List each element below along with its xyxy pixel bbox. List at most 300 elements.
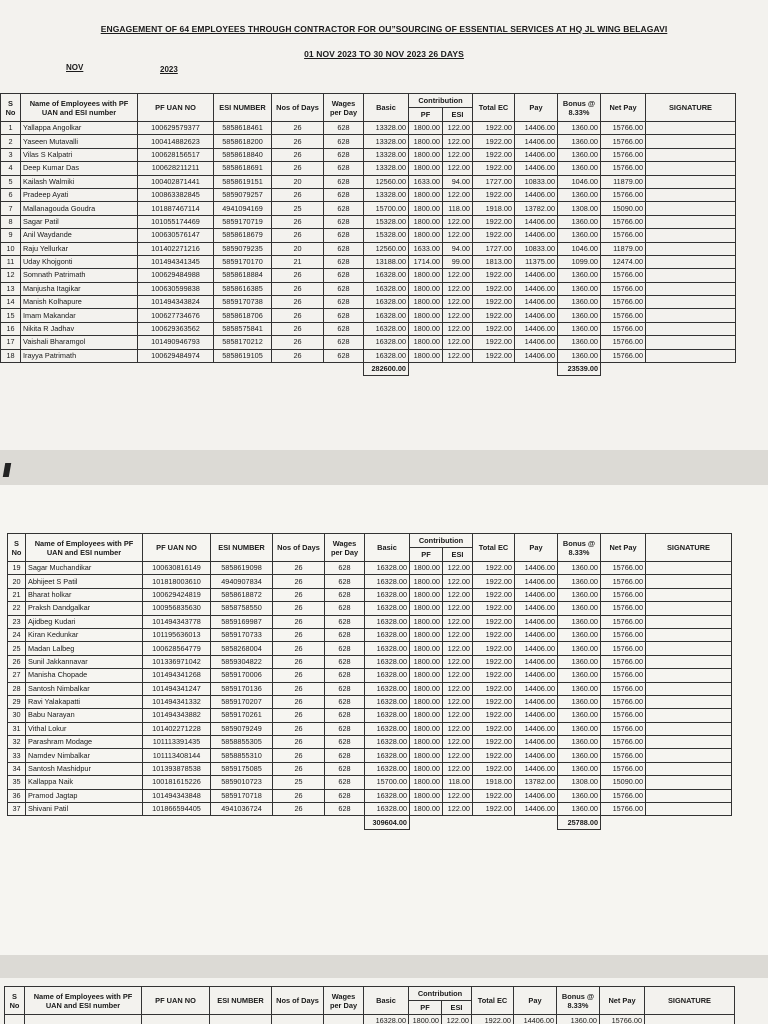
signature-cell (646, 628, 732, 641)
bonus: 1360.00 (558, 309, 601, 322)
total-bonus: 25788.00 (558, 816, 601, 829)
header-bonus: Bonus @ 8.33% (557, 987, 600, 1015)
partial-cell: 1922.00 (472, 1015, 514, 1024)
row-sno: 31 (8, 722, 26, 735)
total-ec: 1922.00 (473, 803, 515, 816)
partial-cell: 14406.00 (514, 1015, 557, 1024)
esi-number: 5858618691 (214, 162, 272, 175)
nos-days: 20 (272, 175, 324, 188)
total-ec: 1922.00 (473, 642, 515, 655)
total-ec: 1922.00 (473, 322, 515, 335)
basic: 13328.00 (364, 188, 409, 201)
nos-days: 26 (273, 749, 325, 762)
basic: 16328.00 (365, 682, 410, 695)
basic: 16328.00 (365, 789, 410, 802)
header-contribution: Contribution (410, 534, 473, 548)
nos-days: 26 (273, 709, 325, 722)
net-pay: 15090.00 (601, 776, 646, 789)
pf: 1800.00 (410, 803, 443, 816)
table-row (8, 588, 732, 601)
table-row (8, 628, 732, 641)
esi: 122.00 (443, 575, 473, 588)
basic: 16328.00 (365, 655, 410, 668)
pf-uan: 101113408144 (143, 749, 211, 762)
employee-name: Sagar Muchandikar (26, 562, 143, 575)
esi-number: 5859170733 (211, 628, 273, 641)
esi-number: 5858618679 (214, 229, 272, 242)
pf-uan: 100629579377 (138, 122, 214, 135)
signature-cell (646, 349, 736, 362)
employee-name: Ajidbeg Kudari (26, 615, 143, 628)
pf: 1800.00 (409, 296, 443, 309)
wages-per-day: 628 (324, 175, 364, 188)
bonus: 1308.00 (558, 776, 601, 789)
table-row (8, 709, 732, 722)
basic: 16328.00 (365, 722, 410, 735)
nos-days: 20 (272, 242, 324, 255)
employee-name: Raju Yellurkar (21, 242, 138, 255)
basic: 13328.00 (364, 162, 409, 175)
signature-cell (646, 615, 732, 628)
signature-cell (646, 162, 736, 175)
bonus: 1046.00 (558, 175, 601, 188)
total-ec: 1922.00 (473, 628, 515, 641)
basic: 15700.00 (365, 776, 410, 789)
header-contribution: Contribution (409, 94, 473, 108)
pf: 1800.00 (409, 135, 443, 148)
header-pay: Pay (515, 534, 558, 562)
signature-cell (646, 602, 732, 615)
nos-days: 26 (273, 562, 325, 575)
esi: 122.00 (443, 628, 473, 641)
header-pay: Pay (514, 987, 557, 1015)
basic: 15328.00 (364, 229, 409, 242)
signature-cell (646, 148, 736, 161)
bonus: 1099.00 (558, 255, 601, 268)
basic: 16328.00 (365, 736, 410, 749)
pf-uan: 101490946793 (138, 336, 214, 349)
header-sno: S No (8, 534, 26, 562)
esi: 122.00 (443, 296, 473, 309)
row-sno: 17 (1, 336, 21, 349)
esi-number: 5858616385 (214, 282, 272, 295)
basic: 12560.00 (364, 242, 409, 255)
table-row (1, 322, 736, 335)
total-ec: 1922.00 (473, 148, 515, 161)
net-pay: 15766.00 (601, 309, 646, 322)
wages-per-day: 628 (324, 336, 364, 349)
net-pay: 15766.00 (601, 135, 646, 148)
esi: 94.00 (443, 242, 473, 255)
esi: 122.00 (443, 722, 473, 735)
esi-number: 4940907834 (211, 575, 273, 588)
pay: 14406.00 (515, 309, 558, 322)
row-sno: 6 (1, 188, 21, 201)
row-sno: 21 (8, 588, 26, 601)
header-esi: ESI (443, 548, 473, 562)
header-pay: Pay (515, 94, 558, 122)
table-row (1, 175, 736, 188)
row-sno: 8 (1, 215, 21, 228)
pay: 14406.00 (515, 789, 558, 802)
net-pay: 15766.00 (601, 269, 646, 282)
wages-per-day: 628 (324, 188, 364, 201)
wages-per-day: 628 (324, 242, 364, 255)
nos-days: 26 (273, 789, 325, 802)
pf: 1800.00 (410, 588, 443, 601)
employee-name: Vilas S Kalpatri (21, 148, 138, 161)
header-sno: S No (5, 987, 25, 1015)
esi: 122.00 (443, 669, 473, 682)
pf-uan: 101494341268 (143, 669, 211, 682)
basic: 16328.00 (365, 803, 410, 816)
esi-number: 5859169987 (211, 615, 273, 628)
row-sno: 32 (8, 736, 26, 749)
esi: 122.00 (443, 588, 473, 601)
table-row (8, 776, 732, 789)
pf-uan: 100629484974 (138, 349, 214, 362)
total-ec: 1922.00 (473, 588, 515, 601)
header-pf-uan: PF UAN NO (143, 534, 211, 562)
header-esi-number: ESI NUMBER (211, 534, 273, 562)
pf: 1800.00 (410, 562, 443, 575)
pay: 14406.00 (515, 682, 558, 695)
esi: 122.00 (443, 762, 473, 775)
total-ec: 1922.00 (473, 269, 515, 282)
esi: 122.00 (443, 602, 473, 615)
esi-number: 5858619105 (214, 349, 272, 362)
net-pay: 15766.00 (601, 695, 646, 708)
bonus: 1360.00 (558, 628, 601, 641)
pf-uan: 101393878538 (143, 762, 211, 775)
employee-name: Anil Waydande (21, 229, 138, 242)
bonus: 1360.00 (558, 762, 601, 775)
esi: 122.00 (443, 309, 473, 322)
nos-days: 26 (273, 642, 325, 655)
row-sno: 10 (1, 242, 21, 255)
pf-uan: 100630816149 (143, 562, 211, 575)
header-esi: ESI (442, 1001, 472, 1015)
pf-uan: 101055174469 (138, 215, 214, 228)
bonus: 1360.00 (558, 749, 601, 762)
partial-cell: 16328.00 (364, 1015, 409, 1024)
net-pay: 15766.00 (601, 188, 646, 201)
employee-name: Deep Kumar Das (21, 162, 138, 175)
employee-name: Kailash Walmiki (21, 175, 138, 188)
total-ec: 1922.00 (473, 135, 515, 148)
employee-name: Kallappa Naik (26, 776, 143, 789)
esi-number: 5858618200 (214, 135, 272, 148)
header-net-pay: Net Pay (600, 987, 645, 1015)
table-row (1, 269, 736, 282)
signature-cell (646, 736, 732, 749)
pay: 14406.00 (515, 162, 558, 175)
signature-cell (646, 588, 732, 601)
bonus: 1360.00 (558, 336, 601, 349)
table-row (8, 803, 732, 816)
document-period: 01 NOV 2023 TO 30 NOV 2023 26 DAYS (304, 49, 464, 59)
wages-per-day: 628 (324, 162, 364, 175)
row-sno: 13 (1, 282, 21, 295)
header-pf: PF (410, 548, 443, 562)
bonus: 1360.00 (558, 562, 601, 575)
employee-name: Somnath Patrimath (21, 269, 138, 282)
table-row (8, 722, 732, 735)
basic: 16328.00 (364, 349, 409, 362)
table-row (1, 162, 736, 175)
partial-cell: 1800.00 (409, 1015, 442, 1024)
net-pay: 15766.00 (601, 562, 646, 575)
employee-name: Sagar Patil (21, 215, 138, 228)
esi-number: 5859079257 (214, 188, 272, 201)
basic: 16328.00 (365, 562, 410, 575)
employee-name: Namdev Nimbalkar (26, 749, 143, 762)
basic: 16328.00 (365, 628, 410, 641)
wages-per-day: 628 (325, 722, 365, 735)
basic: 13188.00 (364, 255, 409, 268)
table-row (1, 215, 736, 228)
employee-name: Vaishali Bharamgol (21, 336, 138, 349)
total-ec: 1922.00 (473, 655, 515, 668)
bonus: 1360.00 (558, 322, 601, 335)
pay: 10833.00 (515, 242, 558, 255)
row-sno: 4 (1, 162, 21, 175)
esi-number: 4941036724 (211, 803, 273, 816)
net-pay: 15766.00 (601, 789, 646, 802)
table-row (8, 562, 732, 575)
net-pay: 15766.00 (601, 296, 646, 309)
net-pay: 15766.00 (601, 655, 646, 668)
pay: 14406.00 (515, 615, 558, 628)
pf: 1800.00 (410, 602, 443, 615)
esi-number: 5859170738 (214, 296, 272, 309)
table-row (8, 669, 732, 682)
wages-per-day: 628 (325, 709, 365, 722)
pf: 1633.00 (409, 242, 443, 255)
esi-number: 5858758550 (211, 602, 273, 615)
esi-number: 5858619151 (214, 175, 272, 188)
esi-number: 5859079249 (211, 722, 273, 735)
employee-name: Yallappa Angolkar (21, 122, 138, 135)
employee-name: Kiran Kedunkar (26, 628, 143, 641)
esi-number: 5858170212 (214, 336, 272, 349)
table-row (8, 762, 732, 775)
bonus: 1360.00 (558, 789, 601, 802)
bonus: 1360.00 (558, 736, 601, 749)
header-net-pay: Net Pay (601, 534, 646, 562)
pf-uan: 101494341332 (143, 695, 211, 708)
signature-cell (646, 722, 732, 735)
pf: 1800.00 (410, 642, 443, 655)
esi: 122.00 (443, 148, 473, 161)
nos-days: 26 (273, 669, 325, 682)
wages-per-day: 628 (324, 296, 364, 309)
partial-cell (210, 1015, 272, 1024)
total-ec: 1922.00 (473, 749, 515, 762)
esi: 122.00 (443, 162, 473, 175)
esi-number: 5858268004 (211, 642, 273, 655)
wages-per-day: 628 (324, 282, 364, 295)
pf-uan: 100863382845 (138, 188, 214, 201)
bonus: 1360.00 (558, 162, 601, 175)
employee-name: Nikita R Jadhav (21, 322, 138, 335)
pf-uan: 101494343848 (143, 789, 211, 802)
row-sno: 23 (8, 615, 26, 628)
pf-uan: 100630576147 (138, 229, 214, 242)
signature-cell (646, 682, 732, 695)
bonus: 1360.00 (558, 122, 601, 135)
bonus: 1360.00 (558, 803, 601, 816)
esi-number: 5859170136 (211, 682, 273, 695)
bonus: 1360.00 (558, 229, 601, 242)
pay: 14406.00 (515, 709, 558, 722)
employee-name: Uday Khojgonti (21, 255, 138, 268)
row-sno: 9 (1, 229, 21, 242)
bonus: 1360.00 (558, 709, 601, 722)
header-pf: PF (409, 108, 443, 122)
esi: 122.00 (443, 215, 473, 228)
esi-number: 5858575841 (214, 322, 272, 335)
net-pay: 15766.00 (601, 722, 646, 735)
signature-cell (646, 188, 736, 201)
row-sno: 29 (8, 695, 26, 708)
employee-name: Bharat holkar (26, 588, 143, 601)
nos-days: 26 (272, 148, 324, 161)
employee-name: Babu Narayan (26, 709, 143, 722)
pay: 14406.00 (515, 736, 558, 749)
pf: 1800.00 (410, 722, 443, 735)
header-total-ec: Total EC (472, 987, 514, 1015)
nos-days: 26 (272, 296, 324, 309)
employee-name: Vithal Lokur (26, 722, 143, 735)
table-row (8, 575, 732, 588)
bonus: 1360.00 (558, 588, 601, 601)
wages-per-day: 628 (325, 776, 365, 789)
signature-cell (646, 762, 732, 775)
esi-number: 5859010723 (211, 776, 273, 789)
esi-number: 5859079235 (214, 242, 272, 255)
nos-days: 25 (273, 776, 325, 789)
header-nos-days: Nos of Days (272, 94, 324, 122)
nos-days: 26 (273, 588, 325, 601)
partial-cell: 15766.00 (600, 1015, 645, 1024)
total-ec: 1922.00 (473, 162, 515, 175)
signature-cell (646, 803, 732, 816)
wages-per-day: 628 (324, 135, 364, 148)
total-ec: 1922.00 (473, 188, 515, 201)
row-sno: 33 (8, 749, 26, 762)
bonus: 1360.00 (558, 642, 601, 655)
total-ec: 1922.00 (473, 695, 515, 708)
pay: 14406.00 (515, 588, 558, 601)
employee-name: Santosh Mashidpur (26, 762, 143, 775)
signature-cell (646, 215, 736, 228)
pf: 1800.00 (409, 202, 443, 215)
net-pay: 15766.00 (601, 148, 646, 161)
net-pay: 11879.00 (601, 242, 646, 255)
header-esi: ESI (443, 108, 473, 122)
esi: 122.00 (443, 736, 473, 749)
table-row (1, 188, 736, 201)
pf: 1800.00 (410, 762, 443, 775)
row-sno: 22 (8, 602, 26, 615)
pay: 14406.00 (515, 296, 558, 309)
header-signature: SIGNATURE (646, 534, 732, 562)
pf-uan: 100628211211 (138, 162, 214, 175)
partial-cell (324, 1015, 364, 1024)
header-wages: Wages per Day (324, 94, 364, 122)
esi: 122.00 (443, 803, 473, 816)
signature-cell (646, 695, 732, 708)
totals-row (8, 816, 732, 829)
table-row (8, 749, 732, 762)
table-row (8, 736, 732, 749)
nos-days: 26 (273, 736, 325, 749)
pf: 1800.00 (410, 709, 443, 722)
basic: 16328.00 (365, 615, 410, 628)
pf: 1800.00 (409, 336, 443, 349)
esi: 94.00 (443, 175, 473, 188)
row-sno: 3 (1, 148, 21, 161)
wages-per-day: 628 (325, 562, 365, 575)
net-pay: 15766.00 (601, 642, 646, 655)
employee-name: Irayya Patrimath (21, 349, 138, 362)
esi-number: 5858618884 (214, 269, 272, 282)
signature-cell (646, 709, 732, 722)
header-signature: SIGNATURE (646, 94, 736, 122)
nos-days: 26 (272, 162, 324, 175)
nos-days: 26 (272, 336, 324, 349)
row-sno: 20 (8, 575, 26, 588)
pf-uan: 101494341345 (138, 255, 214, 268)
header-nos-days: Nos of Days (272, 987, 324, 1015)
nos-days: 26 (272, 135, 324, 148)
pf-uan: 100629363562 (138, 322, 214, 335)
nos-days: 26 (272, 322, 324, 335)
basic: 16328.00 (365, 695, 410, 708)
table-row (1, 242, 736, 255)
pf: 1800.00 (409, 282, 443, 295)
table-row (1, 135, 736, 148)
esi: 118.00 (443, 776, 473, 789)
table-row (1, 296, 736, 309)
partial-cell: 1360.00 (557, 1015, 600, 1024)
pf: 1800.00 (410, 628, 443, 641)
net-pay: 15766.00 (601, 749, 646, 762)
header-pf-uan: PF UAN NO (138, 94, 214, 122)
total-ec: 1922.00 (473, 789, 515, 802)
bonus: 1360.00 (558, 215, 601, 228)
table-row (1, 229, 736, 242)
signature-cell (646, 655, 732, 668)
document-title: ENGAGEMENT OF 64 EMPLOYEES THROUGH CONTRACTOR FOR OU”SOURCING OF ESSENTIAL SERVICES AT HQ JL WING BELAGAVI (100, 24, 668, 34)
header-name: Name of Employees with PF UAN and ESI number (26, 534, 143, 562)
pf-uan: 101866594405 (143, 803, 211, 816)
pf-uan: 101818003610 (143, 575, 211, 588)
row-sno: 35 (8, 776, 26, 789)
signature-cell (646, 776, 732, 789)
pf: 1800.00 (409, 188, 443, 201)
partial-cell: 122.00 (442, 1015, 472, 1024)
employee-name: Manish Kolhapure (21, 296, 138, 309)
nos-days: 21 (272, 255, 324, 268)
wages-per-day: 628 (325, 575, 365, 588)
pay: 14406.00 (515, 135, 558, 148)
net-pay: 15766.00 (601, 215, 646, 228)
net-pay: 15766.00 (601, 162, 646, 175)
wages-per-day: 628 (325, 642, 365, 655)
esi: 122.00 (443, 269, 473, 282)
